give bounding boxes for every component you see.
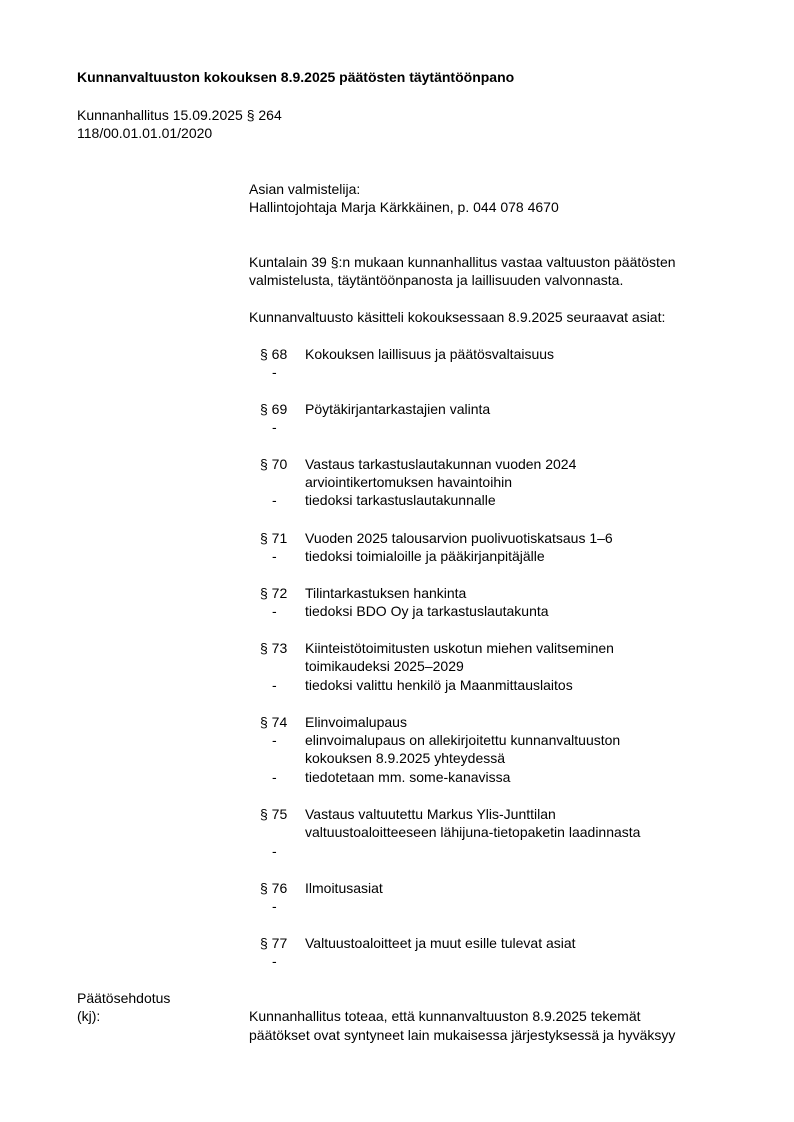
proposal-label: Päätösehdotus <box>77 990 171 1006</box>
intro-line-1: Kuntalain 39 §:n mukaan kunnanhallitus vastaa valtuuston päätösten <box>249 254 676 270</box>
item-dash: - <box>272 419 277 435</box>
proposal-line-2: päätökset ovat syntyneet lain mukaisessa järjestyksessä ja hyväksyy <box>249 1027 676 1043</box>
item-title: Kiinteistötoimitusten uskotun miehen valitseminen <box>305 640 614 656</box>
item-dash: - <box>272 364 277 380</box>
item-number: § 68 <box>260 346 288 362</box>
item-dash: - <box>272 843 277 859</box>
proposal-label-cont: (kj): <box>77 1008 101 1024</box>
item-dash: - <box>272 732 277 748</box>
item-number: § 76 <box>260 880 288 896</box>
item-title: Pöytäkirjantarkastajien valinta <box>305 401 491 417</box>
item-note: elinvoimalupaus on allekirjoitettu kunnanvaltuuston <box>305 732 621 748</box>
item-number: § 77 <box>260 935 288 951</box>
item-title: Elinvoimalupaus <box>305 714 407 730</box>
item-dash: - <box>272 603 277 619</box>
item-note: tiedoksi valittu henkilö ja Maanmittauslaitos <box>305 677 573 693</box>
item-title: Kokouksen laillisuus ja päätösvaltaisuus <box>305 346 555 362</box>
item-title: Tilintarkastuksen hankinta <box>305 585 467 601</box>
item-dash: - <box>272 548 277 564</box>
item-title: Valtuustoaloitteet ja muut esille tulevat asiat <box>305 935 576 951</box>
item-number: § 72 <box>260 585 288 601</box>
item-title: Ilmoitusasiat <box>305 880 383 896</box>
item-dash: - <box>272 492 277 508</box>
item-note: tiedoksi tarkastuslautakunnalle <box>305 492 496 508</box>
preparer-label: Asian valmistelija: <box>249 181 361 197</box>
item-title: Vastaus tarkastuslautakunnan vuoden 2024 <box>305 456 577 472</box>
item-title-cont: toimikaudeksi 2025–2029 <box>305 658 464 674</box>
intro-line-2: valmistelusta, täytäntöönpanosta ja laillisuuden valvonnasta. <box>249 272 624 288</box>
item-dash: - <box>272 677 277 693</box>
item-note: tiedoksi toimialoille ja pääkirjanpitäjälle <box>305 548 545 564</box>
item-title: Vuoden 2025 talousarvion puolivuotiskatsaus 1–6 <box>305 530 613 546</box>
intro-line-3: Kunnanvaltuusto käsitteli kokouksessaan 8.9.2025 seuraavat asiat: <box>249 309 666 325</box>
item-note-cont: kokouksen 8.9.2025 yhteydessä <box>305 750 506 766</box>
item-note: tiedotetaan mm. some-kanavissa <box>305 769 511 785</box>
item-number: § 71 <box>260 530 288 546</box>
item-number: § 73 <box>260 640 288 656</box>
item-number: § 75 <box>260 806 288 822</box>
item-number: § 70 <box>260 456 288 472</box>
item-title: Vastaus valtuutettu Markus Ylis-Junttilan <box>305 806 556 822</box>
item-dash: - <box>272 769 277 785</box>
item-number: § 69 <box>260 401 288 417</box>
item-title-cont: arviointikertomuksen havaintoihin <box>305 474 512 490</box>
item-dash: - <box>272 898 277 914</box>
item-title-cont: valtuustoaloitteeseen lähijuna-tietopaketin laadinnasta <box>305 824 641 840</box>
proposal-line-1: Kunnanhallitus toteaa, että kunnanvaltuuston 8.9.2025 tekemät <box>249 1008 641 1024</box>
item-number: § 74 <box>260 714 288 730</box>
item-note: tiedoksi BDO Oy ja tarkastuslautakunta <box>305 603 549 619</box>
document-title: Kunnanvaltuuston kokouksen 8.9.2025 päätösten täytäntöönpano <box>77 69 515 85</box>
record-number: 118/00.01.01.01/2020 <box>77 125 213 141</box>
meeting-reference: Kunnanhallitus 15.09.2025 § 264 <box>77 107 282 123</box>
item-dash: - <box>272 953 277 969</box>
preparer-name: Hallintojohtaja Marja Kärkkäinen, p. 044 078 4670 <box>249 199 559 215</box>
